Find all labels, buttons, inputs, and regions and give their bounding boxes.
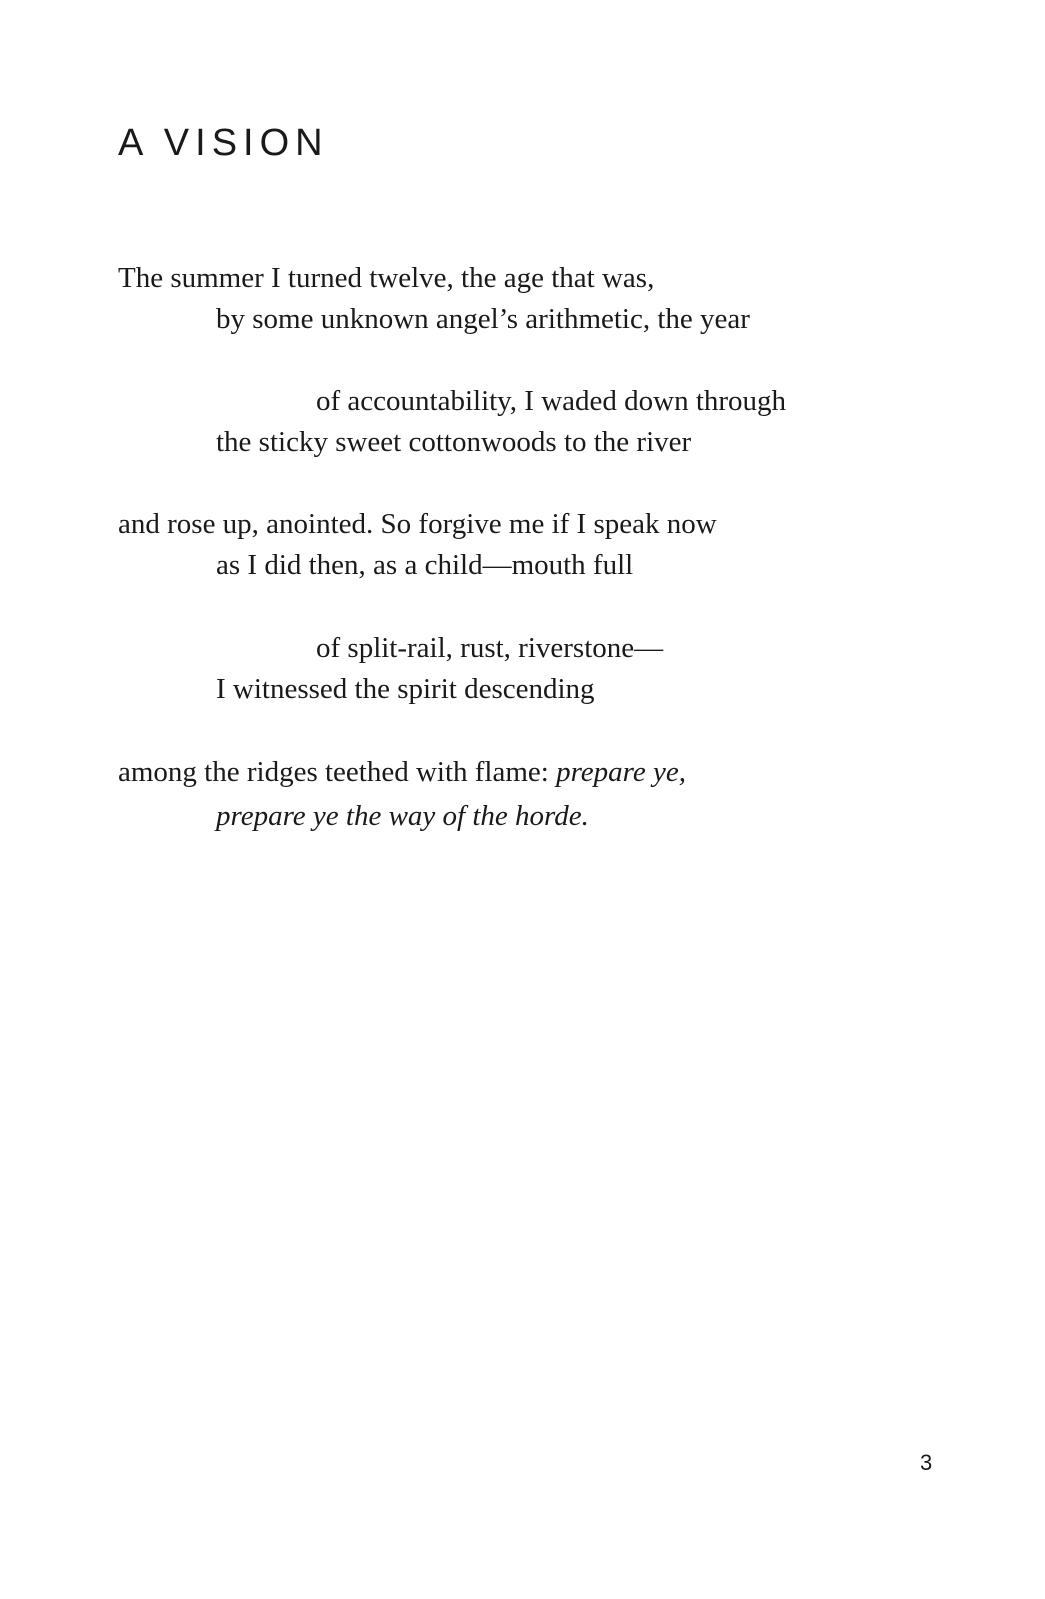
poem-line-10: prepare ye the way of the horde.: [216, 800, 589, 832]
poem-line-3: of accountability, I waded down through: [316, 385, 787, 417]
poem-line-9: [118, 756, 686, 789]
poem-line-6: as I did then, as a child—mouth full: [216, 549, 634, 581]
poem-line-1: The summer I turned twelve, the age that was,: [118, 262, 655, 294]
poem-line-8: I witnessed the spirit descending: [216, 673, 595, 705]
poem-line-2: by some unknown angel’s arithmetic, the year: [216, 303, 750, 335]
poem-line-7: of split-rail, rust, riverstone—: [316, 632, 664, 664]
page-number: 3: [920, 1450, 933, 1475]
poem-line-5: and rose up, anointed. So forgive me if I speak now: [118, 508, 717, 540]
poem-line-9-roman: among the ridges teethed with flame:: [118, 756, 557, 788]
poem-line-4: the sticky sweet cottonwoods to the river: [216, 426, 692, 458]
poem-title: A VISION: [118, 122, 329, 164]
poem-line-9-italic: prepare ye,: [556, 756, 686, 788]
